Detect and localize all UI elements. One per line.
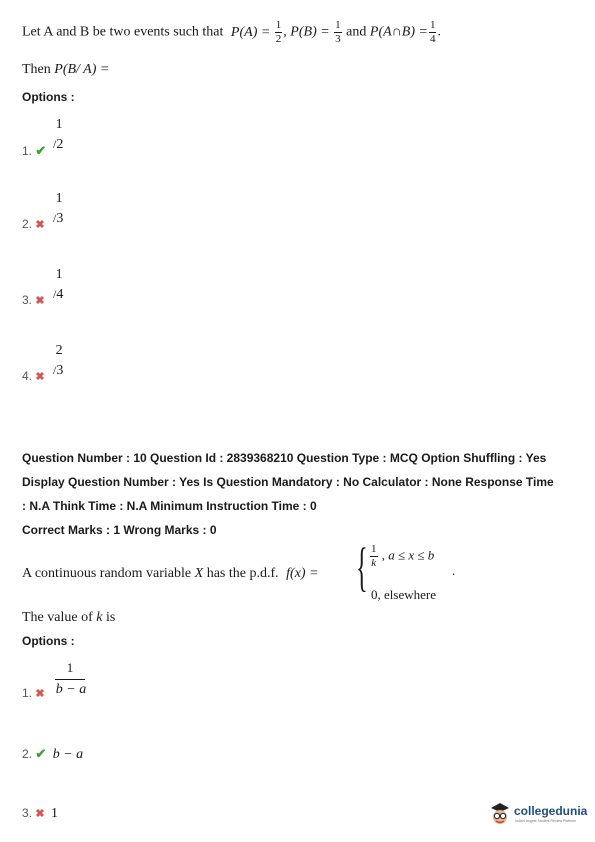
logo-tagline: India's largest Student Review Platform [515,819,576,823]
meta-line-2: Display Question Number : Yes Is Question Mandatory : No Calculator : None Response Time [22,475,554,489]
cross-icon: ✖ [35,688,45,700]
q10-intro: A continuous random variable [22,566,192,581]
option-text: b − a [52,747,84,762]
q9-pa: P(A) = [230,24,271,40]
q10-end: . [452,563,456,578]
cross-icon: ✖ [35,219,45,231]
piecewise-case-1: $\frac{1}{k}$ , a ≤ x ≤ b [371,543,435,569]
q9-pb-frac: $\frac{1}{3}$ [335,19,341,45]
option-number: 3. [22,293,33,307]
q9-end: . [437,24,441,40]
option-numerator: 1 [55,660,85,680]
cross-icon: ✖ [35,295,45,307]
q10-var: X [194,566,204,581]
q9-pab-frac: $\frac{1}{4}$ [429,19,436,45]
q10-option-3[interactable] [22,804,58,822]
option-number: 3. [22,806,33,820]
mascot-icon [488,800,512,828]
meta-line-1: Question Number : 10 Question Id : 2839368210 Question Type : MCQ Option Shuffling : Yes [22,451,547,465]
q9-pb: , P(B) = [283,24,330,40]
q9-and: and [346,24,367,40]
q9-statement [22,20,441,45]
option-fraction: 2 /3 [53,343,64,378]
collegedunia-logo [488,798,588,832]
cross-icon: ✖ [35,371,45,383]
piecewise-case-2: 0, elsewhere [371,587,436,602]
q10-fx: f(x) = [286,566,319,581]
q9-pab: P(A∩B) = [369,24,428,40]
q9-pa-frac: $\frac{1}{2}$ [275,19,282,45]
option-fraction: 1 /3 [53,191,64,226]
q10-option-2[interactable] [22,745,83,763]
q9-then-expr: P(B/ A) = [54,62,110,77]
meta-line-3: : N.A Think Time : N.A Minimum Instruction Time : 0 [22,499,317,513]
q9-then [22,62,109,78]
q9-intro: Let A and B be two events such that [22,24,224,40]
logo-name: collegedunia [514,804,588,818]
cross-icon: ✖ [35,808,45,820]
option-text: 1 [51,806,59,821]
meta-marks: Correct Marks : 1 Wrong Marks : 0 [22,523,217,537]
check-icon: ✔ [35,143,47,158]
option-number: 2. [22,747,33,761]
q10-has: has the p.d.f. [206,566,279,581]
option-number: 1. [22,686,33,700]
q10-statement [22,566,319,582]
q9-options-label: Options : [22,90,75,104]
piecewise-brace: { [356,537,368,597]
q9-then-label: Then [22,62,51,77]
option-number: 4. [22,369,33,383]
option-number: 1. [22,144,33,158]
option-fraction: 1 /2 [53,117,64,152]
option-fraction: 1 /4 [53,267,64,302]
q10-meta [22,446,582,542]
q10-options-label: Options : [22,634,75,648]
option-denominator: b − a [55,682,87,697]
q10-value: The value of k is [22,610,116,625]
check-icon: ✔ [35,746,47,761]
option-number: 2. [22,217,33,231]
